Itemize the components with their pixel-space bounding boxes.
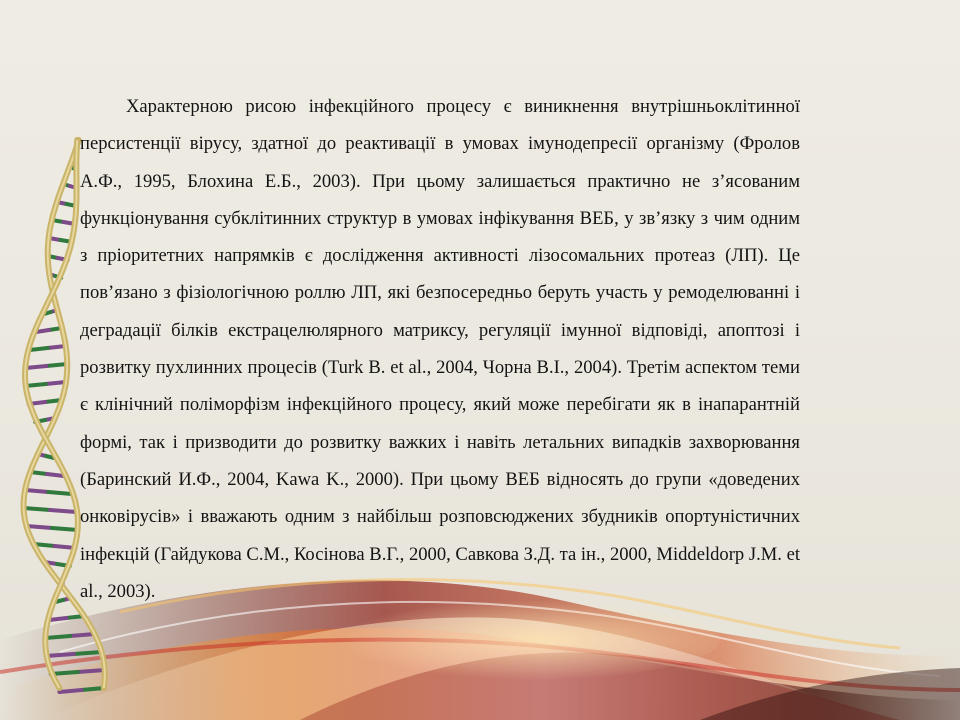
helix-rung <box>24 508 50 510</box>
helix-rung <box>52 528 78 530</box>
helix-rung <box>70 634 95 636</box>
helix-rung <box>47 474 64 476</box>
text-box <box>80 88 800 610</box>
helix-rung <box>25 490 48 492</box>
helix-rung <box>49 618 67 620</box>
helix-rung <box>26 366 47 368</box>
helix-rung <box>50 510 77 512</box>
helix-rung <box>48 492 71 494</box>
helix-rung <box>46 636 71 638</box>
helix-rung <box>74 652 102 654</box>
helix-rung <box>30 348 48 350</box>
helix-rung <box>78 670 105 672</box>
body-paragraph: Характерною рисою інфекційного процесу є виникнення внутрішньоклітинної персистенції вірусу, здатної до реактивації в умовах імунодепресії організму (Фролов А.Ф., 1995, Блохина Е.Б., 2003). При цьому залишається практично не з’ясованим функціонування субклітинних структур в умовах інфікування ВЕБ, у зв’язку з чим одним з пріоритетних напрямків є дослідження активності лізосомальних протеаз (ЛП). Це пов’язано з фізіологічною роллю ЛП, які безпосередньо беруть участь у ремоделюванні і деградації білків екстрацелюлярного матриксу, регуляції імунної відповіді, апоптозі і розвитку пухлинних процесів (Turk B. et al., 2004, Чорна В.І., 2004). Третім аспектом теми є клінічний поліморфізм інфекційного процесу, який може перебігати як в інапарантній формі, так і призводити до розвитку важких і навіть летальних випадків захворювання (Баринский И.Ф., 2004, Kawa K., 2000). При цьому ВЕБ відносять до групи «доведених онковірусів» і вважають одним з найбільш розповсюджених збудників опортуністичних інфекцій (Гайдукова С.М., Косінова В.Г., 2000, Савкова З.Д. та ін., 2000, Middeldorp J.M. et al., 2003). <box>80 96 800 602</box>
helix-rung <box>46 364 67 366</box>
helix-rung <box>46 654 74 656</box>
helix-rung <box>26 526 52 528</box>
helix-rung <box>82 688 104 690</box>
helix-rung <box>59 690 81 692</box>
